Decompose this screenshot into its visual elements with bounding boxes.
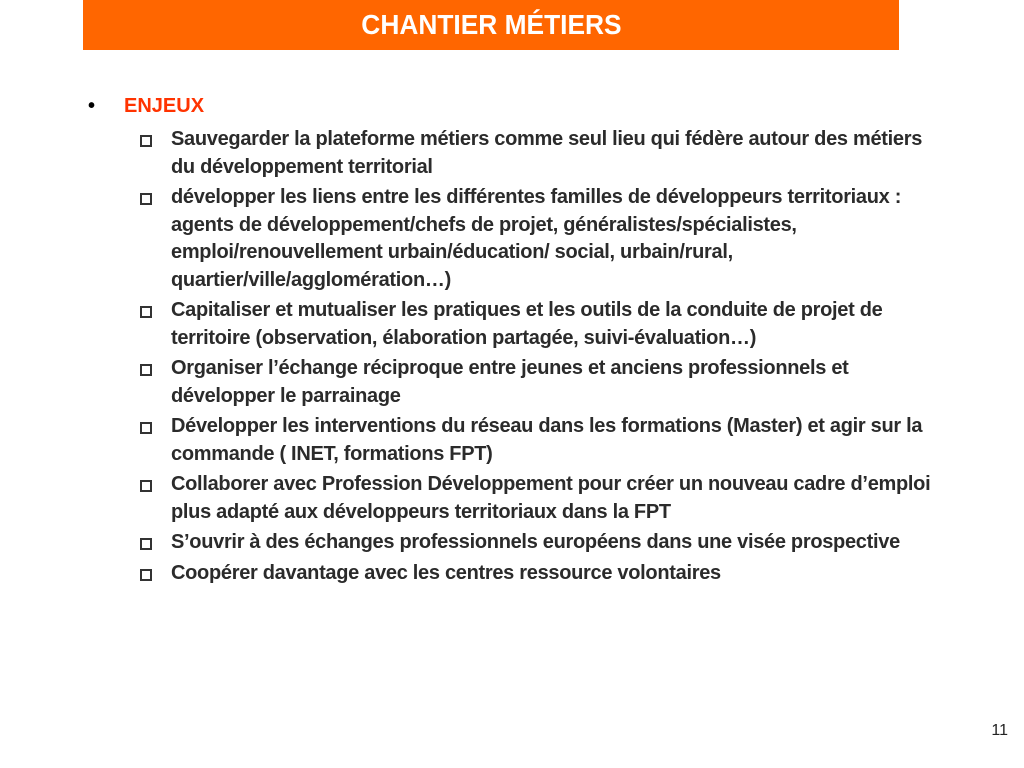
list-item — [138, 529, 938, 557]
checkbox-square-icon — [140, 538, 152, 550]
list-item-text: Capitaliser et mutualiser les pratiques et les outils de la conduite de projet de territoire (observation, élaboration partagée, suivi-évaluation…) — [171, 299, 883, 349]
checkbox-square-icon — [140, 569, 152, 581]
list-item — [138, 297, 938, 352]
checkbox-square-icon — [140, 480, 152, 492]
bullet-dot-icon: • — [88, 94, 96, 117]
title-bar — [83, 0, 899, 50]
list-item-text: Organiser l’échange réciproque entre jeunes et anciens professionnels et développer le parrainage — [171, 357, 849, 407]
list-item — [138, 355, 938, 410]
section-heading: ENJEUX — [124, 94, 205, 117]
checkbox-square-icon — [140, 193, 152, 205]
checkbox-square-icon — [140, 135, 152, 147]
slide-title: CHANTIER MÉTIERS — [360, 9, 622, 40]
list-item-text: développer les liens entre les différentes familles de développeurs territoriaux : agents de développement/chefs de projet, généralistes/spécialistes, emploi/renouvellement urbain/éducation/ social, urbain/rural, quartier/ville/agglomération…) — [171, 186, 902, 291]
list-item-text: Coopérer davantage avec les centres ressource volontaires — [171, 561, 721, 584]
checkbox-square-icon — [140, 422, 152, 434]
section-enjeux — [88, 92, 948, 120]
enjeux-list — [138, 126, 938, 590]
list-item-text: Collaborer avec Profession Développement pour créer un nouveau cadre d’emploi plus adapté aux développeurs territoriaux dans la FPT — [171, 473, 931, 523]
page-number: 11 — [991, 722, 1008, 739]
checkbox-square-icon — [140, 306, 152, 318]
list-item — [138, 184, 938, 294]
list-item-text: S’ouvrir à des échanges professionnels européens dans une visée prospective — [171, 531, 900, 553]
list-item-text: Développer les interventions du réseau dans les formations (Master) et agir sur la commande ( INET, formations FPT) — [171, 415, 923, 465]
list-item-text: Sauvegarder la plateforme métiers comme seul lieu qui fédère autour des métiers du développement territorial — [171, 128, 923, 178]
list-item — [138, 560, 938, 588]
list-item — [138, 126, 938, 181]
list-item — [138, 471, 938, 526]
list-item — [138, 413, 938, 468]
section-header — [88, 92, 948, 120]
checkbox-square-icon — [140, 364, 152, 376]
